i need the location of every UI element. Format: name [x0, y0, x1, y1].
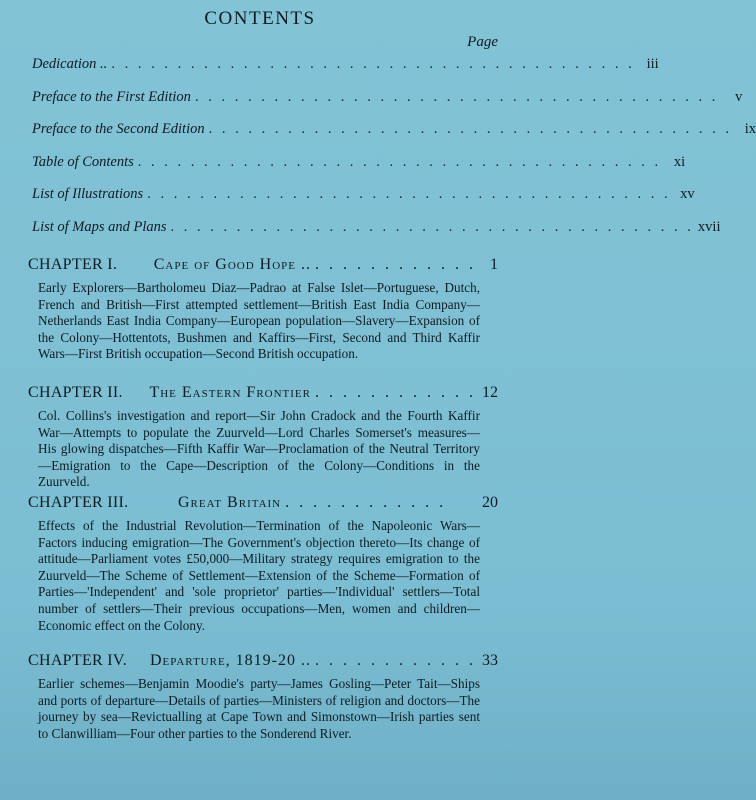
chapter-title: Great Britain [178, 494, 282, 511]
leader-dots: . . . . . . . . . . . . . . . . . . . . . . . . . . . . . . . . . . . . . . . . [208, 121, 732, 138]
entry-label: Table of Contents [32, 153, 134, 170]
front-matter-entry [32, 88, 743, 122]
leader-dots: . . . . . . . . . . . . . . . . . . . . . . . . . . . . . . . . . . . . . . . . [147, 186, 671, 203]
entry-label: Dedication .. [32, 56, 108, 72]
chapter-page: 20 [482, 494, 498, 511]
chapter-number: CHAPTER IV. [28, 652, 128, 669]
chapter-entry [28, 652, 498, 742]
chapter-page: 1 [490, 256, 498, 273]
page-column-label: Page [467, 34, 498, 50]
entry-page: ix [744, 121, 756, 138]
chapter-summary: Effects of the Industrial Revolution—Termination of the Napoleonic Wars—Factors inducing emigration—The Government's objection thereto—Its change of attitude—Parliament votes £50,000—Military strategy requires emigration to the Zuurveld—The Scheme of Settlement—Extension of the Scheme—Formation of Parties—'Independent' and 'sole proprietor' parties—'Individual' settlers—Total number of settlers—Their previous occupations—Men, women and children—Economic effect on the Colony. [38, 518, 480, 633]
leader-dots: . . . . . . . . . . . . . . . . . . . . . . . . . . . . . . . . . . . . . . . . [111, 56, 635, 72]
front-matter-entry [32, 186, 695, 219]
chapter-page: 12 [482, 384, 498, 401]
chapter-number: CHAPTER II. [28, 384, 123, 401]
front-matter-entry [32, 121, 756, 154]
front-matter-entry [32, 56, 659, 89]
chapter-entry [28, 384, 498, 491]
chapter-heading [28, 384, 498, 402]
entry-page: xi [673, 153, 686, 170]
front-matter-list [32, 56, 756, 252]
page-title: CONTENTS [204, 8, 316, 29]
entry-label: List of Maps and Plans [32, 218, 167, 235]
chapter-title: Departure, 1819-20 .. [149, 652, 311, 669]
chapter-title: Cape of Good Hope .. [153, 256, 311, 273]
leader-dots: . . . . . . . . . . . . [285, 494, 447, 511]
entry-page: xv [680, 186, 695, 203]
entry-page: v [735, 88, 743, 105]
chapter-summary: Earlier schemes—Benjamin Moodie's party—James Gosling—Peter Tait—Ships and ports of departure—Details of parties—Ministers of religion and doctors—The journey by sea—Revictualling at Cape Town and Simonstown—Irish parties sent to Clanwilliam—Four other parties to the Sonderend River. [38, 676, 480, 741]
leader-dots: . . . . . . . . . . . . . . . . . . . . . . . . . . . . . . . . . . . . . . . . [137, 153, 662, 170]
leader-dots: . . . . . . . . . . . . . . . . . . . . . . . . . . . . . . . . . . . . . . . . [170, 218, 694, 235]
chapter-heading [28, 256, 498, 274]
entry-page: xvii [697, 218, 721, 235]
chapter-heading [28, 494, 498, 512]
leader-dots: . . . . . . . . . . . . [315, 384, 476, 401]
front-matter-entry [32, 153, 686, 187]
front-matter-entry [32, 218, 721, 252]
chapter-entry [28, 494, 498, 634]
leader-dots: . . . . . . . . . . . . [315, 256, 476, 273]
entry-label: Preface to the First Edition [32, 88, 191, 105]
chapter-page: 33 [482, 652, 498, 669]
chapter-summary: Col. Collins's investigation and report—Sir John Cradock and the Fourth Kaffir War—Attempts to populate the Zuurveld—Lord Charles Somerset's measures—His glowing dispatches—Fifth Kaffir War—Proclamation of the Neutral Territory—Emigration to the Cape—Description of the Colony—Conditions in the Zuurveld. [38, 408, 480, 490]
leader-dots: . . . . . . . . . . . . . . . . . . . . . . . . . . . . . . . . . . . . . . . . [194, 88, 719, 105]
chapter-title: The Eastern Frontier [149, 384, 311, 401]
entry-page: iii [646, 56, 659, 72]
chapter-number: CHAPTER I. [28, 256, 118, 273]
entry-label: Preface to the Second Edition [32, 121, 205, 138]
chapter-entry [28, 256, 498, 363]
chapter-heading [28, 652, 498, 670]
chapter-summary: Early Explorers—Bartholomeu Diaz—Padrao at False Islet—Portuguese, Dutch, French and British—First attempted settlement—British East India Company—Netherlands East India Company—European population—Slavery—Expansion of the Colony—Hottentots, Bushmen and Kaffirs—First, Second and Third Kaffir Wars—First British occupation—Second British occupation. [38, 280, 480, 362]
entry-label: List of Illustrations [32, 186, 144, 203]
leader-dots: . . . . . . . . . . . . [315, 652, 476, 669]
chapter-number: CHAPTER III. [28, 494, 129, 511]
